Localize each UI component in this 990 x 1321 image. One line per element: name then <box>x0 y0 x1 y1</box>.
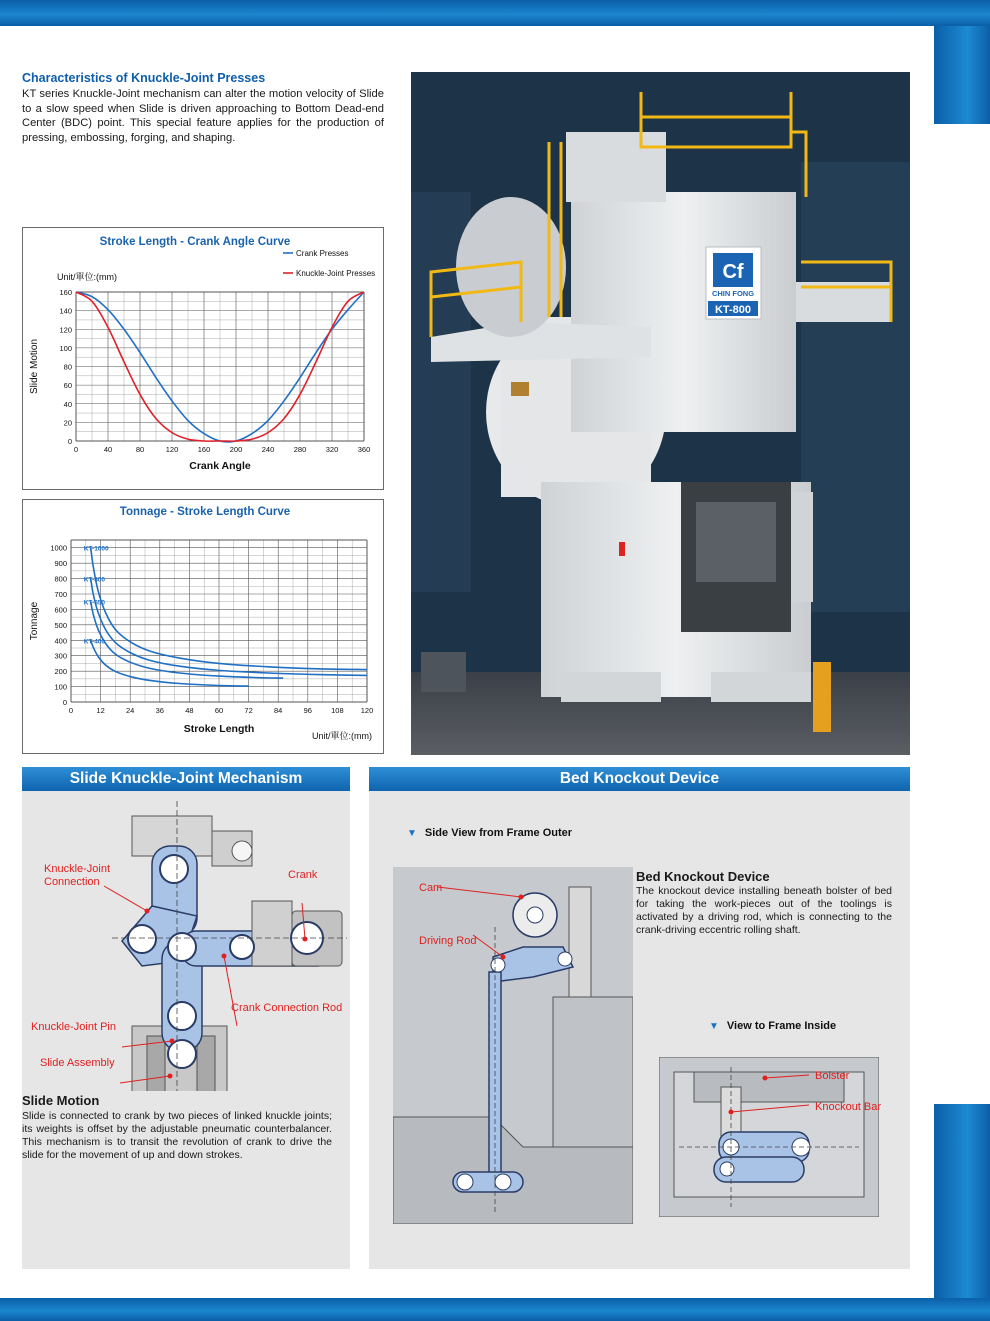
y-tick-label: 0 <box>67 437 72 446</box>
label-knuckle-joint-pin: Knuckle-Joint Pin <box>31 1021 116 1033</box>
y-tick-label: 300 <box>54 651 67 661</box>
unit-label: Unit/單位:(mm) <box>57 272 117 282</box>
series-label: KT-650 <box>83 599 106 607</box>
x-tick-label: 12 <box>96 706 105 715</box>
legend-entry: Knuckle-Joint Presses <box>296 269 376 278</box>
y-tick-label: 400 <box>54 636 67 646</box>
side-tab-bottom <box>934 1104 990 1298</box>
y-tick-label: 200 <box>54 667 67 677</box>
x-tick-label: 72 <box>244 706 253 715</box>
series-line <box>91 579 367 676</box>
slide-mechanism-header: Slide Knuckle-Joint Mechanism <box>22 767 350 791</box>
bed-knockout-header: Bed Knockout Device <box>369 767 910 791</box>
slide-motion-text <box>22 1093 332 1162</box>
y-tick-label: 600 <box>54 605 67 615</box>
label-bolster: Bolster <box>815 1070 850 1082</box>
legend-entry: Crank Presses <box>296 249 349 258</box>
intro-title: Characteristics of Knuckle-Joint Presses <box>22 71 266 85</box>
y-tick-label: 20 <box>63 418 72 428</box>
bed-knockout-text <box>636 869 892 937</box>
x-tick-label: 108 <box>331 706 344 715</box>
y-tick-label: 160 <box>59 288 72 297</box>
stroke-crank-chart <box>23 228 385 491</box>
y-tick-label: 500 <box>54 620 67 630</box>
label-driving-rod: Driving Rod <box>419 935 477 947</box>
bottom-banner-bar <box>0 1298 990 1321</box>
bed-knockout-panel <box>369 767 910 1269</box>
triangle-down-icon: ▼ <box>407 828 417 839</box>
chart-title: Tonnage - Stroke Length Curve <box>119 506 291 518</box>
series-label: KT-400 <box>83 638 106 646</box>
y-tick-label: 900 <box>54 559 67 569</box>
label-crank-connection-rod: Crank Connection Rod <box>231 1002 343 1014</box>
side-view-diagram <box>393 867 633 1224</box>
side-view-label-text: Side View from Frame Outer <box>424 827 573 839</box>
y-tick-label: 1000 <box>50 543 67 553</box>
y-tick-label: 120 <box>59 325 72 335</box>
intro-body: KT series Knuckle-Joint mechanism can alter the motion velocity of Slide to a slow speed when Slide is driven approaching to Bottom Dead-end Center (BDC) point. This special feature applies for the production of pressing, embossing, forging, and shaping. <box>22 88 384 144</box>
label-cam: Cam <box>419 882 443 894</box>
y-tick-label: 140 <box>59 306 72 316</box>
y-tick-label: 80 <box>63 362 72 372</box>
x-tick-label: 360 <box>357 445 371 454</box>
label-knockout-bar: Knockout Bar <box>815 1101 882 1113</box>
series-label: KT-1000 <box>83 545 109 553</box>
x-axis-label: Crank Angle <box>189 460 251 472</box>
y-tick-label: 40 <box>63 399 72 409</box>
y-tick-label: 0 <box>62 698 67 707</box>
tonnage-stroke-chart-box <box>22 499 384 754</box>
x-tick-label: 48 <box>185 706 194 715</box>
inside-view-label-text: View to Frame Inside <box>726 1020 837 1032</box>
label-crank: Crank <box>288 869 318 881</box>
x-tick-label: 40 <box>103 445 113 454</box>
series-label: KT-800 <box>83 576 106 584</box>
x-tick-label: 160 <box>197 445 211 454</box>
slide-mechanism-panel <box>22 767 350 1269</box>
y-tick-label: 100 <box>54 682 67 692</box>
unit-label: Unit/單位:(mm) <box>312 731 372 741</box>
tonnage-stroke-chart <box>23 500 385 755</box>
series-line <box>91 548 367 670</box>
chart-title: Stroke Length - Crank Angle Curve <box>99 236 291 248</box>
slide-motion-title: Slide Motion <box>22 1093 100 1108</box>
press-illustration <box>411 72 910 755</box>
x-tick-label: 36 <box>155 706 164 715</box>
x-tick-label: 60 <box>214 706 224 715</box>
x-tick-label: 24 <box>126 706 135 715</box>
x-tick-label: 120 <box>360 706 374 715</box>
x-tick-label: 200 <box>229 445 243 454</box>
x-tick-label: 320 <box>325 445 339 454</box>
bed-knockout-title: Bed Knockout Device <box>636 869 770 884</box>
knuckle-joint-diagram <box>22 791 350 1091</box>
top-banner-bar <box>0 0 990 26</box>
press-logo-text: CHIN FONG <box>711 289 755 298</box>
x-tick-label: 240 <box>261 445 275 454</box>
y-tick-label: 800 <box>54 574 67 584</box>
x-tick-label: 120 <box>165 445 179 454</box>
triangle-down-icon: ▼ <box>709 1021 719 1032</box>
y-axis-label: Tonnage <box>29 601 40 641</box>
press-photo <box>411 72 910 755</box>
y-tick-label: 100 <box>59 343 72 353</box>
y-tick-label: 700 <box>54 590 67 599</box>
x-tick-label: 280 <box>293 445 307 454</box>
intro-section <box>22 71 384 145</box>
x-tick-label: 80 <box>135 445 145 454</box>
press-model-label: KT-800 <box>714 304 752 316</box>
y-tick-label: 60 <box>63 381 72 391</box>
svg-text:Cf: Cf <box>722 261 744 283</box>
x-axis-label: Stroke Length <box>183 723 255 735</box>
label-knuckle-joint-connection: Knuckle-Joint Connection <box>44 863 111 888</box>
side-tab-top <box>934 26 990 124</box>
x-tick-label: 0 <box>73 445 79 454</box>
x-tick-label: 96 <box>303 706 312 715</box>
y-axis-label: Slide Motion <box>29 338 40 395</box>
inside-view-label <box>709 1020 836 1032</box>
x-tick-label: 84 <box>274 706 283 715</box>
stroke-crank-chart-box <box>22 227 384 490</box>
slide-motion-body: Slide is connected to crank by two pieces of linked knuckle joints; its weights is offset by the adjustable pneumatic counterbalancer. This mechanism is to transit the revolution of crank to drive the slide for the movement of up and down strokes. <box>22 1110 332 1161</box>
side-view-label <box>407 827 572 839</box>
x-tick-label: 0 <box>68 706 74 715</box>
label-slide-assembly: Slide Assembly <box>40 1057 115 1069</box>
bed-knockout-body: The knockout device installing beneath bolster of bed for taking the work-pieces out of the toolings is activated by a driving rod, which is connecting to the crank-driving eccentric rolling shaft. <box>636 885 892 936</box>
